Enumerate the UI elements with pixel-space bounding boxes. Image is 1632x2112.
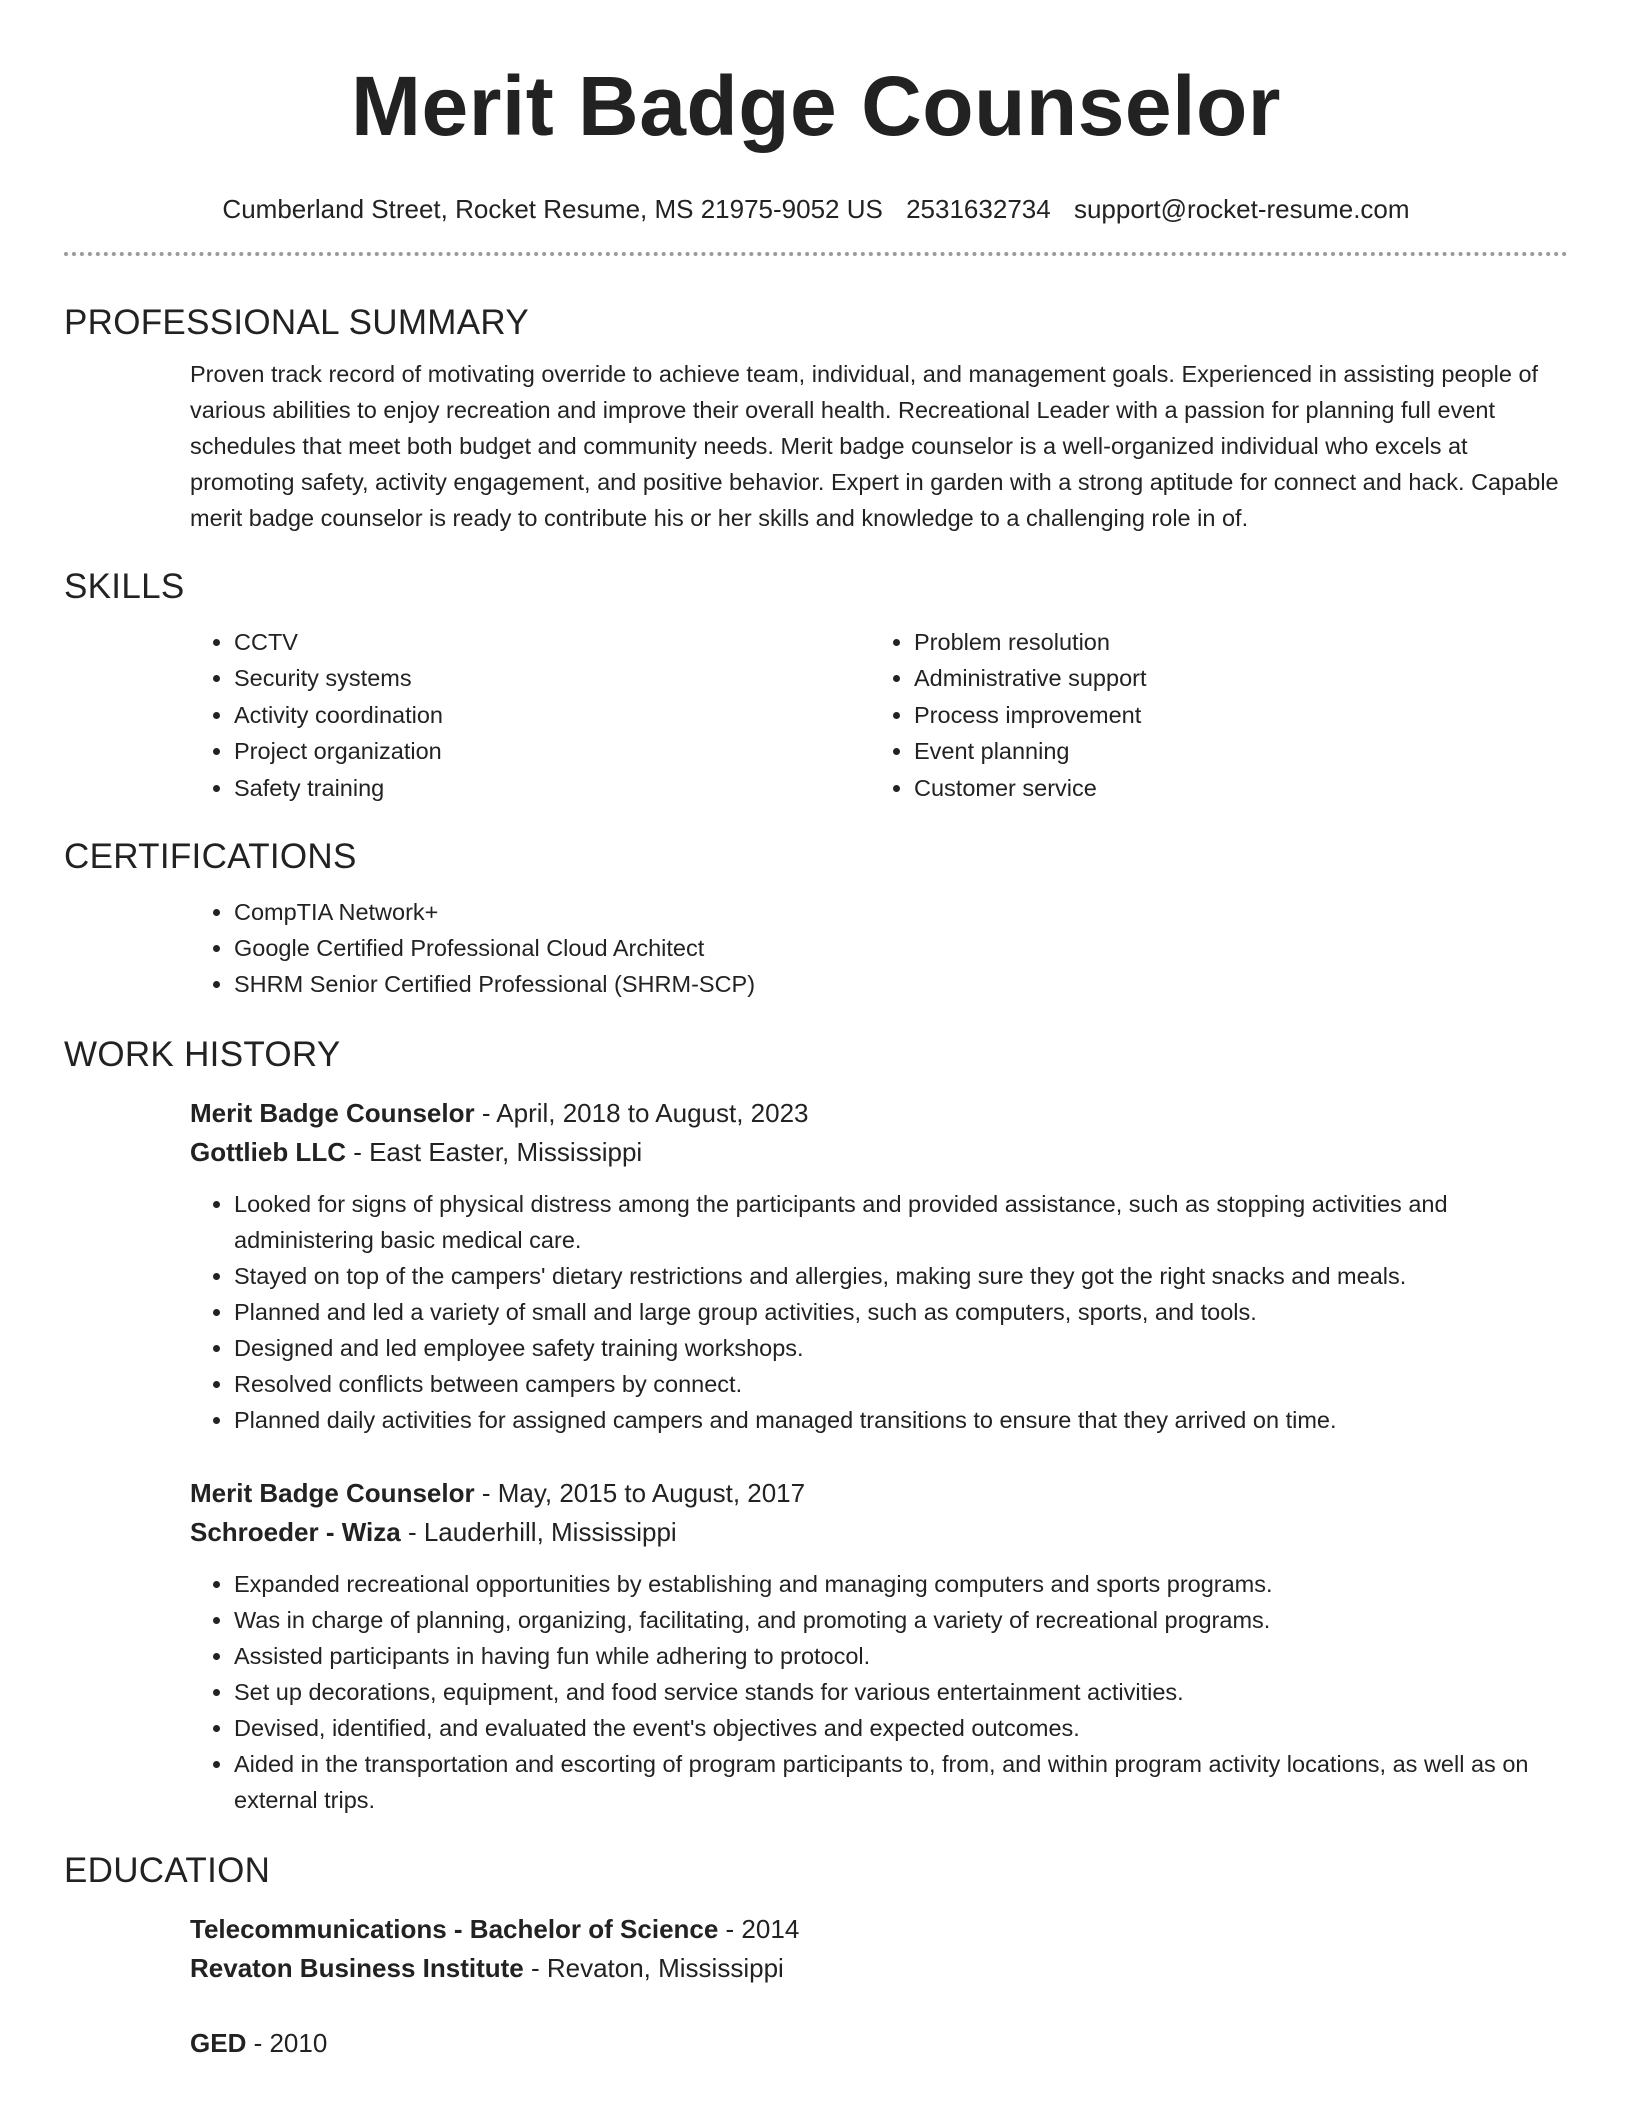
certification-item: • SHRM Senior Certified Professional (SHRM-SCP) [234,966,1568,1002]
job-company-line [190,1133,1568,1172]
job-dates: - May, 2015 to August, 2017 [474,1478,806,1509]
education-degree: GED [190,2028,247,2059]
section-title-summary: PROFESSIONAL SUMMARY [64,303,529,342]
skills-column-left [190,624,870,806]
job-entry [190,1094,1568,1438]
education-location: - Revaton, Mississippi [523,1953,784,1984]
skill-item: • Activity coordination [234,697,870,733]
contact-line [64,192,1568,226]
skills-list [190,624,1568,806]
certification-item: • Google Certified Professional Cloud Architect [234,930,1568,966]
job-duties [190,1566,1568,1818]
skill-item: • Process improvement [914,697,1550,733]
job-duties [190,1186,1568,1438]
job-duty-item: • Was in charge of planning, organizing, facilitating, and promoting a variety of recreational programs. [234,1602,1568,1638]
education-degree: Telecommunications - Bachelor of Science [190,1914,719,1945]
education-year: - 2014 [718,1914,800,1945]
education-year: - 2010 [246,2028,328,2059]
skill-item: • Event planning [914,733,1550,769]
job-location: - East Easter, Mississippi [345,1137,643,1168]
job-company-line [190,1513,1568,1552]
skill-item: • Administrative support [914,660,1550,696]
certification-item: • CompTIA Network+ [234,894,1568,930]
job-role: Merit Badge Counselor [190,1478,475,1509]
education-entry [190,1910,1568,1988]
skill-item: • Security systems [234,660,870,696]
skill-item: • Problem resolution [914,624,1550,660]
skill-item: • Safety training [234,770,870,806]
skill-item: • Project organization [234,733,870,769]
certifications-list [190,894,1568,1002]
section-title-work-history: WORK HISTORY [64,1035,341,1075]
job-role: Merit Badge Counselor [190,1098,475,1129]
contact-address: Cumberland Street, Rocket Resume, MS 21975-9052 US [222,194,883,224]
job-duty-item: • Planned daily activities for assigned campers and managed transitions to ensure that they arrived on time. [234,1402,1568,1438]
summary-text: Proven track record of motivating override to achieve team, individual, and management goals. Experienced in assisting people of various abilities to enjoy recreation and improve their overall health. Recreational Leader with a passion for planning full event schedules that meet both budget and community needs. Merit badge counselor is a well-organized individual who excels at promoting safety, activity engagement, and positive behavior. Expert in garden with a strong aptitude for connect and hack. Capable merit badge counselor is ready to contribute his or her skills and knowledge to a challenging role in of. [190,361,1559,531]
contact-phone: 2531632734 [906,194,1051,224]
section-title-education: EDUCATION [64,1851,271,1891]
education-school-line [190,1949,1568,1988]
education-degree-line [190,1910,1568,1949]
job-duty-item: • Assisted participants in having fun while adhering to protocol. [234,1638,1568,1674]
job-duty-item: • Looked for signs of physical distress among the participants and provided assistance, such as stopping activities and administering basic medical care. [234,1186,1568,1258]
skills-column-right [870,624,1550,806]
job-duty-item: • Devised, identified, and evaluated the event's objectives and expected outcomes. [234,1710,1568,1746]
education-school: Revaton Business Institute [190,1953,524,1984]
job-company: Gottlieb LLC [190,1137,346,1168]
job-title-line [190,1094,1568,1133]
skill-item: • CCTV [234,624,870,660]
job-duty-item: • Planned and led a variety of small and large group activities, such as computers, sports, and tools. [234,1294,1568,1330]
job-duty-item: • Stayed on top of the campers' dietary restrictions and allergies, making sure they got the right snacks and meals. [234,1258,1568,1294]
section-title-certifications: CERTIFICATIONS [64,837,357,877]
job-duty-item: • Designed and led employee safety training workshops. [234,1330,1568,1366]
job-duty-item: • Resolved conflicts between campers by connect. [234,1366,1568,1402]
contact-email: support@rocket-resume.com [1073,194,1410,224]
skill-item: • Customer service [914,770,1550,806]
job-duty-item: • Expanded recreational opportunities by establishing and managing computers and sports programs. [234,1566,1568,1602]
section-title-skills: SKILLS [64,567,185,606]
job-title-line [190,1474,1568,1513]
job-entry [190,1474,1568,1818]
header-divider [64,252,1568,256]
job-dates: - April, 2018 to August, 2023 [474,1098,809,1129]
job-duty-item: • Set up decorations, equipment, and food service stands for various entertainment activities. [234,1674,1568,1710]
job-company: Schroeder - Wiza [190,1517,401,1548]
candidate-name: Merit Badge Counselor [351,59,1281,153]
job-duty-item: • Aided in the transportation and escorting of program participants to, from, and within program activity locations, as well as on external trips. [234,1746,1568,1818]
education-degree-line [190,2024,1568,2063]
job-location: - Lauderhill, Mississippi [400,1517,677,1548]
education-entry [190,2024,1568,2063]
